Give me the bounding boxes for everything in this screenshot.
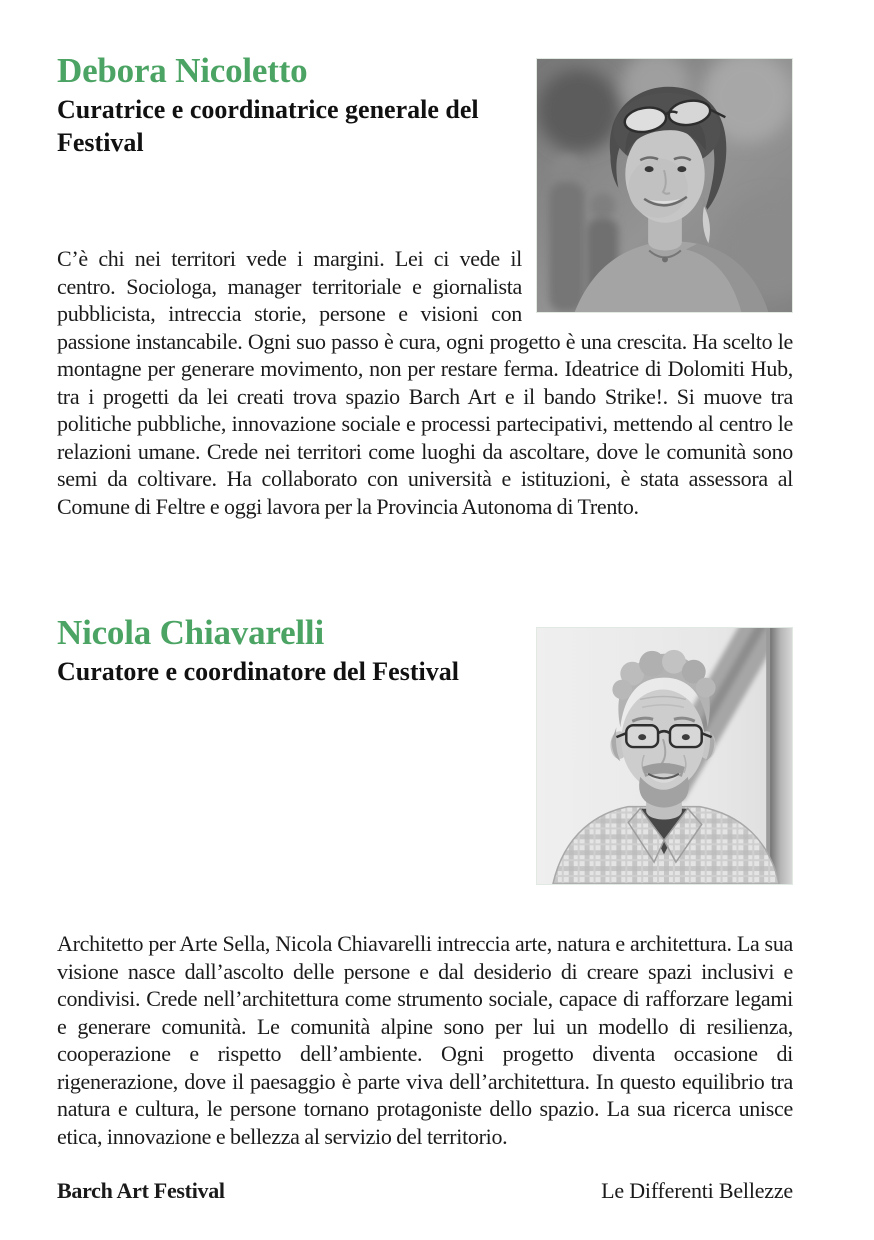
bio-role-nicola: Curatore e coordinatore del Festival: [57, 657, 459, 686]
footer-festival-title: Barch Art Festival: [57, 1178, 225, 1203]
page-footer: [57, 1178, 793, 1204]
nicola-portrait-photo: [536, 627, 793, 885]
footer-section-title: Le Differenti Bellezze: [601, 1178, 793, 1203]
woman-portrait-bw-illustration: [537, 59, 792, 312]
bio-name-nicola: Nicola Chiavarelli: [57, 613, 324, 652]
bio-name-debora: Debora Nicoletto: [57, 51, 308, 90]
bio-section-nicola: [57, 612, 793, 1150]
bio-role-debora: Curatrice e coordinatrice generale del Festival: [57, 95, 479, 157]
bio-text-debora: C’è chi nei territori vede i margini. Lei ci vede il centro. Sociologa, manager territoriale e giornalista pubblicista, intreccia storie, persone e visioni con passione instancabile. Ogni suo passo è cura, ogni progetto è una crescita. Ha scelto le montagne per generare movimento, non per restare ferma. Ideatrice di Dolomiti Hub, tra i progetti da lei creati trova spazio Barch Art e il bando Strike!. Si muove tra politiche pubbliche, innovazione sociale e processi partecipativi, mettendo al centro le relazioni umane. Crede nei territori come luoghi da ascoltare, dove le comunità sono semi da coltivare. Ha collaborato con università e istituzioni, è stata assessora al Comune di Feltre e oggi lavora per la Provincia Autonoma di Trento.: [57, 246, 793, 519]
bio-text-nicola: Architetto per Arte Sella, Nicola Chiavarelli intreccia arte, natura e architettura. La sua visione nasce dall’ascolto delle persone e dal desiderio di creare spazi inclusivi e condivisi. Crede nell’architettura come strumento sociale, capace di rafforzare legami e generare comunità. Le comunità alpine sono per lui un modello di resilienza, cooperazione e rispetto dell’ambiente. Ogni progetto diventa occasione di rigenerazione, dove il paesaggio è parte viva dell’architettura. In questo equilibrio tra natura e cultura, le persone tornano protagoniste dello spazio. La sua ricerca unisce etica, innovazione e bellezza al servizio del territorio.: [57, 931, 793, 1149]
man-portrait-bw-illustration: [537, 628, 792, 884]
bio-section-debora: [57, 50, 793, 520]
debora-portrait-photo: [536, 58, 793, 313]
